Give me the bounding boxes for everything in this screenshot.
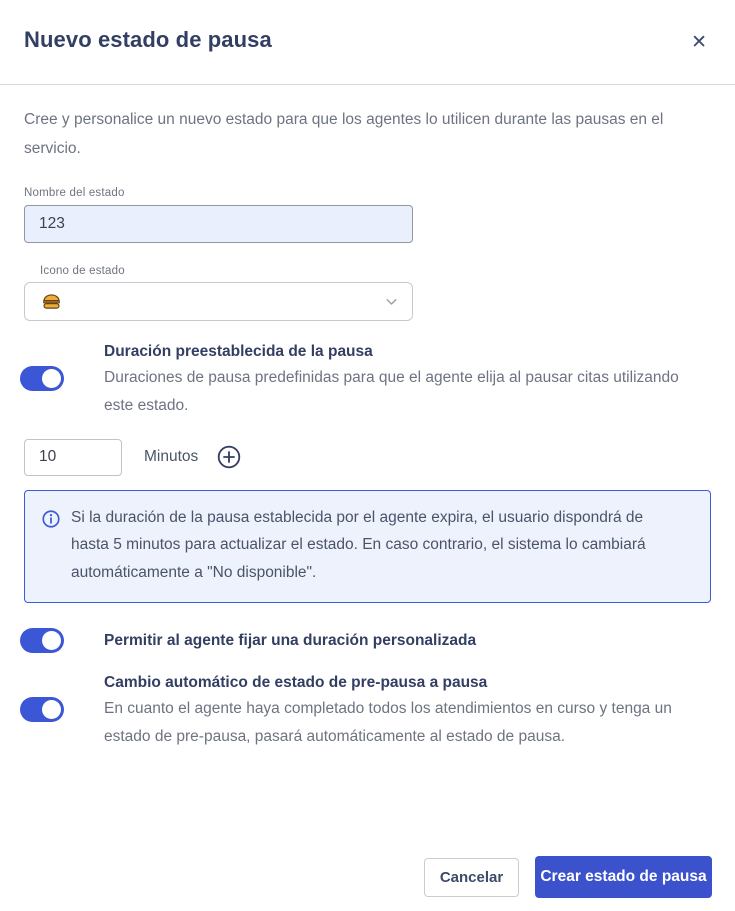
auto-change-text: [104, 672, 711, 750]
minutes-input[interactable]: [24, 439, 122, 476]
modal-header: [0, 0, 735, 85]
state-icon-label: Icono de estado: [40, 265, 125, 278]
modal-title: Nuevo estado de pausa: [24, 27, 272, 52]
custom-duration-row: [24, 628, 711, 653]
hamburger-emoji-icon: [41, 291, 62, 312]
auto-change-toggle[interactable]: [20, 697, 64, 722]
plus-circle-icon: [216, 444, 242, 470]
modal-footer: [424, 856, 712, 898]
preset-duration-description: Duraciones de pausa predefinidas para que el agente elija al pausar citas utilizando este estado.: [104, 368, 679, 414]
close-icon[interactable]: ✕: [691, 32, 707, 53]
state-name-label: Nombre del estado: [24, 187, 125, 200]
state-name-input[interactable]: [24, 205, 413, 243]
create-pause-state-button[interactable]: Crear estado de pausa: [535, 856, 712, 898]
custom-duration-toggle[interactable]: [20, 628, 64, 653]
info-icon: [41, 509, 61, 529]
modal-body: [0, 106, 735, 751]
auto-change-row: [24, 672, 711, 750]
chevron-down-icon: [383, 293, 400, 310]
cancel-button[interactable]: Cancelar: [424, 858, 519, 897]
preset-duration-text: [104, 341, 711, 419]
auto-change-title: Cambio automático de estado de pre-pausa a pausa: [104, 674, 488, 692]
preset-duration-toggle[interactable]: [20, 366, 64, 391]
add-duration-button[interactable]: [216, 444, 242, 470]
custom-duration-title: Permitir al agente fijar una duración personalizada: [104, 631, 477, 649]
minutes-label: Minutos: [144, 448, 199, 466]
expiration-info-text: Si la duración de la pausa establecida por el agente expira, el usuario dispondrá de hasta 5 minutos para actualizar el estado. En caso contrario, el sistema lo cambiará automáticamente a "No disponible".: [71, 508, 646, 582]
expiration-info-box: [24, 490, 711, 604]
preset-duration-title: Duración preestablecida de la pausa: [104, 343, 373, 361]
preset-duration-row: [24, 341, 711, 419]
auto-change-description: En cuanto el agente haya completado todos los atendimientos en curso y tenga un estado de pre-pausa, pasará automáticamente al estado de pausa.: [104, 699, 672, 745]
minutes-row: [24, 439, 711, 476]
modal-description: Cree y personalice un nuevo estado para que los agentes lo utilicen durante las pausas en el servicio.: [24, 111, 664, 157]
state-icon-select[interactable]: [24, 282, 413, 321]
